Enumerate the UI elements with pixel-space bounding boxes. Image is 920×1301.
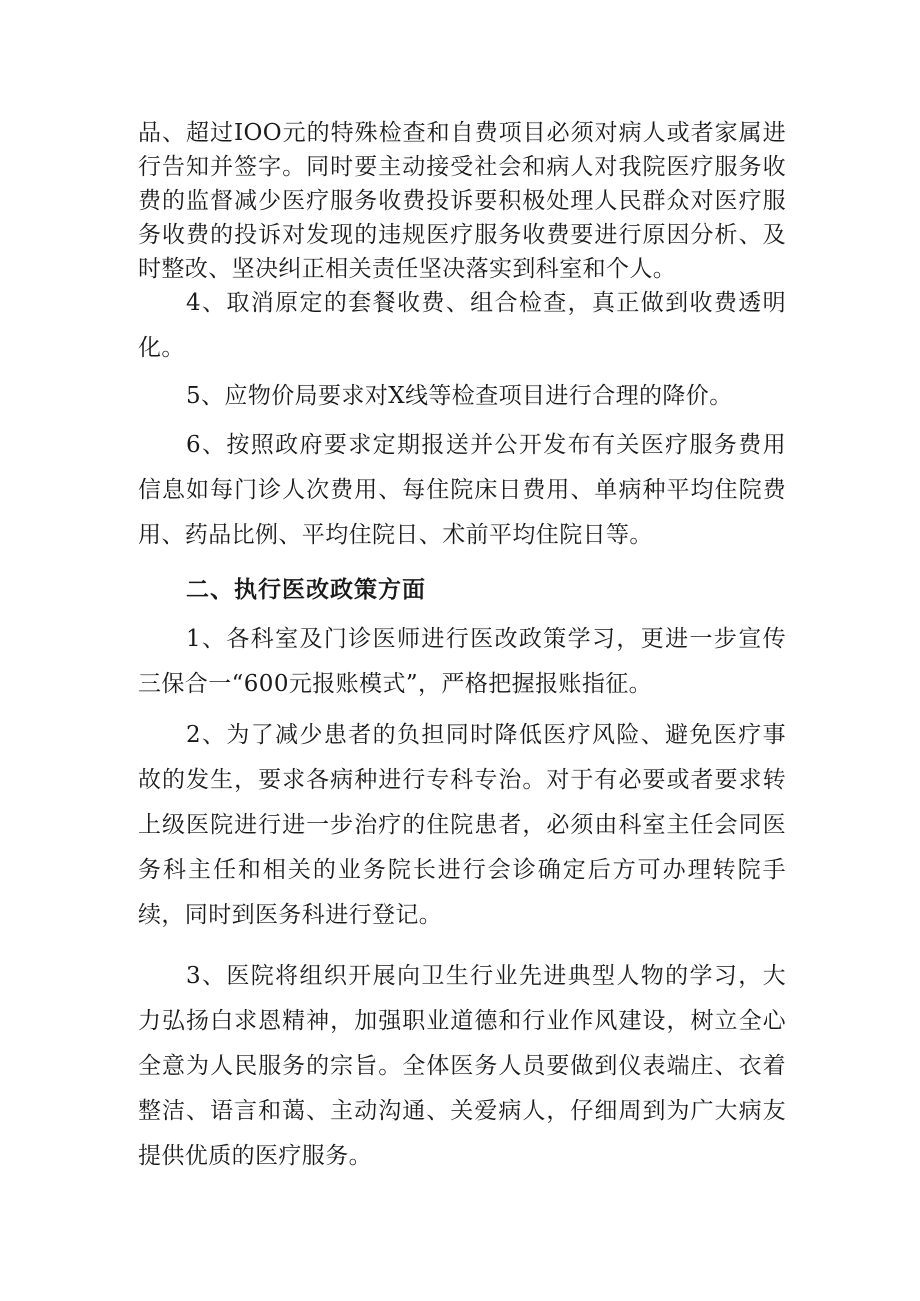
policy-item-1-paragraph: 1、各科室及门诊医师进行医改政策学习，更进一步宣传三保合一“600元报账模式”，严格把握报账指征。 xyxy=(138,626,786,697)
item-4-paragraph: 4、取消原定的套餐收费、组合检查，真正做到收费透明化。 xyxy=(138,290,786,361)
section-heading: 二、执行医改政策方面 xyxy=(186,576,426,603)
item-6-paragraph: 6、按照政府要求定期报送并公开发布有关医疗服务费用信息如每门诊人次费用、每住院床日费用、单病种平均住院费用、药品比例、平均住院日、术前平均住院日等。 xyxy=(138,432,786,548)
continued-paragraph: 品、超过IOO元的特殊检查和自费项目必须对病人或者家属进行告知并签字。同时要主动接受社会和病人对我院医疗服务收费的监督减少医疗服务收费投诉要积极处理人民群众对医疗服务收费的投诉对发现的违规医疗服务收费要进行原因分析、及时整改、坚决纠正相关责任坚决落实到科室和个人。 xyxy=(138,120,786,282)
policy-item-2-paragraph: 2、为了减少患者的负担同时降低医疗风险、避免医疗事故的发生，要求各病种进行专科专治。对于有必要或者要求转上级医院进行进一步治疗的住院患者，必须由科室主任会同医务科主任和相关的业务院长进行会诊确定后方可办理转院手续，同时到医务科进行登记。 xyxy=(138,722,786,928)
item-5-paragraph: 5、应物价局要求对X线等检查项目进行合理的降价。 xyxy=(186,383,733,409)
policy-item-3-paragraph: 3、医院将组织开展向卫生行业先进典型人物的学习，大力弘扬白求恩精神，加强职业道德和行业作风建设，树立全心全意为人民服务的宗旨。全体医务人员要做到仪表端庄、衣着整洁、语言和蔼、主动沟通、关爱病人，仔细周到为广大病友提供优质的医疗服务。 xyxy=(138,963,786,1169)
